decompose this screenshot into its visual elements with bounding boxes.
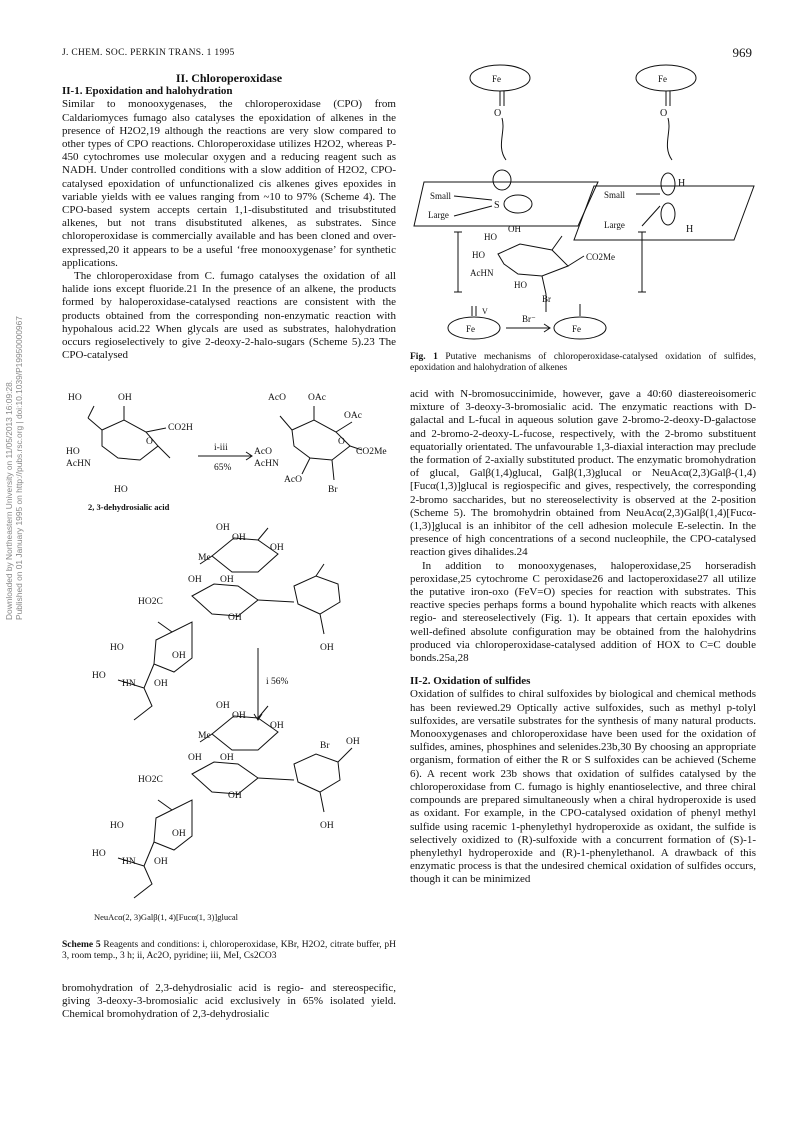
atom-oh-3: OH	[232, 533, 246, 543]
atom-oh-2: OH	[216, 523, 230, 533]
o-label-1: O	[494, 108, 502, 119]
atom-o-2: O	[338, 437, 345, 447]
atom-oh-4: OH	[270, 543, 284, 553]
fig1-atom-ho-3: HO	[514, 280, 527, 290]
fig1-atom-co2me: CO2Me	[586, 252, 615, 262]
small-label-2: Small	[604, 190, 626, 200]
left-column-bottom	[62, 982, 396, 1022]
atom-co2me: CO2Me	[356, 447, 387, 457]
atom-oh-1: OH	[118, 393, 132, 403]
atom-aco-3: AcO	[284, 475, 302, 485]
atom-oh-16: OH	[346, 737, 360, 747]
sidebar-line-1: Downloaded by Northeastern University on 11/05/2013 16:09:28.	[4, 379, 14, 620]
subsection-title-2: II-2. Oxidation of sulfides	[410, 675, 531, 688]
scheme-5-structures	[62, 388, 396, 970]
atom-oh-19: OH	[172, 829, 186, 839]
fe-label-1: Fe	[492, 74, 501, 84]
sidebar-line-2: Published on 01 January 1995 on http://pubs.rsc.org | doi:10.1039/P19950000967	[14, 316, 24, 620]
download-sidebar	[4, 60, 24, 620]
atom-ho-3: HO	[114, 485, 128, 495]
atom-oh-8: OH	[320, 643, 334, 653]
page-number: 969	[732, 45, 752, 60]
compound-name-neuac: NeuAcα(2, 3)Galβ(1, 4)[Fucα(1, 3)]glucal	[94, 912, 238, 922]
paragraph-5: In addition to monooxygenases, haloperoxidase,25 horseradish peroxidase,25 cytochrome C peroxidase26 and lactoperoxidase27 all utilize the putative iron-oxo (FeV=O) species for reaction with substrates. This reactive species perhaps forms a bound hypohalite which reacts with alkenes regio- and stereoselectively (Fig. 1). It appears that certain epoxides with well-defined absolute configuration may be obtained from the halohydrins produced via chloroperoxidase-catalysed addition of HOX to C=C double bonds.25a,28	[410, 559, 756, 665]
h-label-2: H	[686, 224, 694, 235]
arrow2-label: i 56%	[266, 677, 289, 687]
atom-oh-11: OH	[216, 701, 230, 711]
atom-o-1: O	[146, 437, 153, 447]
arrow1-yield: 65%	[214, 463, 232, 473]
atom-co2h: CO2H	[168, 423, 193, 433]
atom-me-1: Me	[198, 553, 211, 563]
figure-1-caption	[410, 352, 756, 375]
atom-br-2: Br	[320, 741, 330, 751]
v-label: V	[482, 307, 488, 316]
atom-oac-2: OAc	[344, 411, 362, 421]
fe-label-2: Fe	[658, 74, 667, 84]
atom-oh-15: OH	[220, 753, 234, 763]
large-label-2: Large	[604, 220, 625, 230]
atom-br-1: Br	[328, 485, 338, 495]
paragraph-2: The chloroperoxidase from C. fumago catalyses the oxidation of all halide ions except fluoride.21 In the presence of an alkene, the products formed by haloperoxidase-catalysed reactions are consistent with the products obtained from the corresponding non-enzymatic reaction with hypohalous acid.22 When glycals are used as substrates, halohydration occurs regioselectively to give 2-deoxy-2-halo-sugars (Scheme 5).23 The CPO-catalysed	[62, 270, 396, 362]
atom-oh-6: OH	[220, 575, 234, 585]
compound-label-dehydrosialic: 2, 3-dehydrosialic acid	[88, 502, 170, 512]
atom-aco-2: AcO	[254, 447, 272, 457]
s-label: S	[494, 200, 500, 211]
fig1-atom-ho-2: HO	[472, 250, 485, 260]
atom-ho2c-2: HO2C	[138, 775, 163, 785]
scheme-5-caption	[62, 940, 396, 963]
atom-oh-9: OH	[172, 651, 186, 661]
fe-label-4: Fe	[572, 324, 581, 334]
br-minus-label: Br⁻	[522, 314, 536, 324]
paragraph-1: Similar to monooxygenases, the chloroperoxidase (CPO) from Caldariomyces fumago also catalyses the epoxidation of alkenes in the presence of H2O2,19 although the reactions are very slow compared to other types of CPO reactions. Chloroperoxidase utilizes H2O2, whereas P-450 cytochromes use molecular oxygen and a reducing reagent such as NADH. Under controlled conditions with a slow addition of H2O2, CPO-catalysed epoxidation of unfunctionalized cis alkenes gives epoxides in variable yields with ee values ranging from ~10 to 97% (Scheme 4). The CPO-based system accepts certain 1,1-disubstituted and trisubstituted alkenes, but not trans disubstituted alkenes, as substrates. Since chloroperoxidase is commercially available and has been cloned and over-expressed,20 it appears to be a useful ‘free monooxygenase’ for synthetic applications.	[62, 98, 396, 269]
atom-achn-1: AcHN	[66, 459, 91, 469]
atom-aco-1: AcO	[268, 393, 286, 403]
fig1-atom-oh: OH	[508, 224, 521, 234]
scheme-5-label: Scheme 5	[62, 940, 101, 950]
left-column-text	[62, 72, 396, 362]
atom-ho-6: HO	[110, 821, 124, 831]
figure-1-label: Fig. 1	[410, 352, 438, 362]
atom-ho-7: HO	[92, 849, 106, 859]
atom-oh-7: OH	[228, 613, 242, 623]
atom-ho-5: HO	[92, 671, 106, 681]
h-label-1: H	[678, 178, 686, 189]
right-column-text	[410, 388, 756, 887]
atom-ho2c-1: HO2C	[138, 597, 163, 607]
fig1-atom-achn: AcHN	[470, 268, 494, 278]
small-label-1: Small	[430, 191, 452, 201]
section-title: II. Chloroperoxidase	[175, 71, 283, 85]
scheme-5-caption-text: Reagents and conditions: i, chloroperoxidase, KBr, H2O2, citrate buffer, pH 3, room temp., 3 h; ii, Ac2O, pyridine; iii, MeI, Cs2CO3	[62, 940, 396, 962]
paragraph-4: acid with N-bromosuccinimide, however, gave a 40:60 diastereoisomeric mixture of 3-deoxy-3-bromosialic acid. The enzymatic reactions with D-galactal and L-fucal in aqueous solution gave 2-bromo-2-deoxy-D-galactose and 2-bromo-2-deoxy-L-fucose, respectively, with the 2-bromo substituent equatorially orientated. The unfavourable 1,3-diaxial interaction may preclude the formation of 2-axially substituted product. The enzymatic bromohydration of glucal, Galβ(1,4)glucal, Galβ(1,3)glucal or NeuAcα(2,3)Galβ-(1,4)[Fucα(1,3)]glucal is regiospecific and gives, respectively, the corresponding 2-bromo saccharides, but no stereoselectivity is observed at the 2-position (Scheme 5). The bromohydrin obtained from NeuAcα(2,3)Galβ(1,4)[Fucα-(1,3)]glucal is an inhibitor of the cell adhesion molecule E-selectin. In the presence of high concentrations of a second nucleophile, the CPO-catalysed reaction gives dihalides.24	[410, 388, 756, 559]
figure-1-caption-text: Putative mechanisms of chloroperoxidase-catalysed oxidation of sulfides, epoxidation and halohydration of alkenes	[410, 352, 756, 374]
atom-oac-1: OAc	[308, 393, 326, 403]
atom-hn-1: HN	[122, 679, 136, 689]
atom-ho-2: HO	[66, 447, 80, 457]
atom-achn-2: AcHN	[254, 459, 279, 469]
atom-oh-10: OH	[154, 679, 168, 689]
subsection-title-1: II-1. Epoxidation and halohydration	[62, 85, 233, 98]
journal-header: J. CHEM. SOC. PERKIN TRANS. 1 1995	[62, 48, 235, 58]
atom-hn-2: HN	[122, 857, 136, 867]
figure-1-mechanisms	[410, 56, 756, 346]
atom-me-2: Me	[198, 731, 211, 741]
atom-oh-14: OH	[188, 753, 202, 763]
atom-oh-12: OH	[232, 711, 246, 721]
atom-oh-5: OH	[188, 575, 202, 585]
atom-oh-17: OH	[228, 791, 242, 801]
fig1-atom-ho: HO	[484, 232, 497, 242]
fig1-atom-br: Br	[542, 294, 551, 304]
atom-oh-18: OH	[320, 821, 334, 831]
atom-ho-1: HO	[68, 393, 82, 403]
paragraph-3: bromohydration of 2,3-dehydrosialic acid is regio- and stereospecific, giving 3-deoxy-3-bromosialic acid exclusively in 65% isolated yield. Chemical bromohydration of 2,3-dehydrosialic	[62, 982, 396, 1021]
atom-oh-13: OH	[270, 721, 284, 731]
large-label-1: Large	[428, 210, 449, 220]
atom-oh-20: OH	[154, 857, 168, 867]
arrow1-reagents: i-iii	[214, 443, 228, 453]
fe-label-3: Fe	[466, 324, 475, 334]
paragraph-6: Oxidation of sulfides to chiral sulfoxides by biological and chemical methods has been reviewed.29 Optically active sulfoxides, such as methyl p-tolyl sulfoxides, are versatile substrates for the synthesis of many natural products. Monooxygenases and chloroperoxidase have been used for the oxidation of sulfides, amines, phosphines and selenides.23b,30 By choosing an appropriate organism, formation of either the R or S sulfoxides can be achieved (Scheme 6). A recent work 23b shows that oxidation of sulfides catalysed by the chloroperoxidase from C. fumago is highly enantioselective, and three chiral compounds are prepared simultaneously when a chiral hydroperoxide is used as oxidant. For example, in the CPO-catalysed oxidation of phenyl methyl sulfide using racemic 1-phenylethyl hydroperoxide as oxidant, the sulfide is selectively oxidized to (R)-sulfoxide with a concurrent formation of (S)-1-phenylethyl hydroperoxide and (R)-1-phenylethanol. A drawback of this enzymatic process is that the undesired chemical oxidation of sulfides occurs, though it can be minimized	[410, 688, 756, 886]
o-label-2: O	[660, 108, 668, 119]
atom-ho-4: HO	[110, 643, 124, 653]
